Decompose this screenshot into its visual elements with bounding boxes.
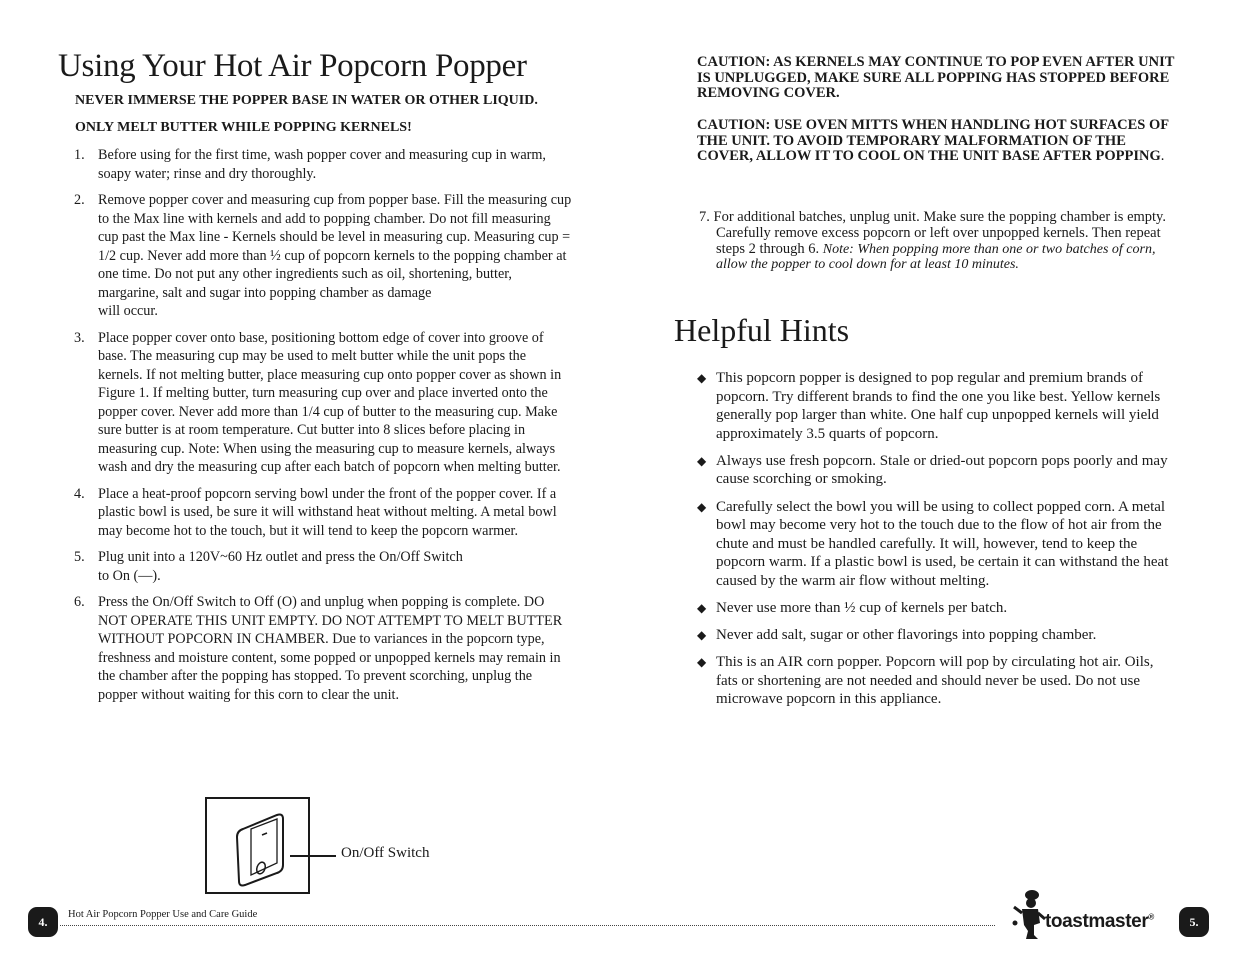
diamond-bullet-icon: ◆ [697, 655, 707, 670]
hint-item [697, 452, 1175, 489]
hint-item [697, 599, 1175, 618]
caution-oven-mitts-text: CAUTION: USE OVEN MITTS WHEN HANDLING HOT SURFACES OF THE UNIT. TO AVOID TEMPORARY MALFORMATION OF THE COVER, ALLOW IT TO COOL ON THE UNIT BASE AFTER POPPING [697, 117, 1169, 165]
diamond-bullet-icon: ◆ [697, 499, 707, 514]
footer-text: Hot Air Popcorn Popper Use and Care Guide [68, 909, 258, 920]
hint-text: This is an AIR corn popper. Popcorn will pop by circulating hot air. Oils, fats or shortening are not needed and should never be used. Do not use microwave popcorn in this appliance. [716, 654, 1154, 708]
rocker-switch-icon [207, 799, 308, 892]
step-number: 7. [699, 209, 710, 225]
step-item [74, 329, 574, 477]
logo-wordmark: toastmaster [1045, 911, 1149, 932]
hint-text: Always use fresh popcorn. Stale or dried-out popcorn pops poorly and may cause scorching or smoking. [716, 452, 1168, 488]
hint-item [697, 653, 1175, 709]
step-item [74, 548, 574, 585]
chef-mascot-icon [1012, 887, 1046, 943]
diamond-bullet-icon: ◆ [697, 453, 707, 468]
hint-text: This popcorn popper is designed to pop regular and premium brands of popcorn. Try different brands to find the one you like best. Yellow kernels generally pop larger than white. One half cup unpopped kernels will yield approximately 3.5 quarts of popcorn. [716, 370, 1161, 442]
warning-immerse: NEVER IMMERSE THE POPPER BASE IN WATER OR OTHER LIQUID. [75, 93, 538, 108]
left-page [0, 0, 617, 954]
step-number: 4. [74, 485, 85, 502]
step-text: Press the On/Off Switch to Off (O) and unplug when popping is complete. DO NOT OPERATE THIS UNIT EMPTY. DO NOT ATTEMPT TO MELT BUTTER WITHOUT POPCORN IN CHAMBER. Due to variances in the popcorn type, freshness and moisture content, some popped or unpopped kernels may remain in the chamber after the popping has stopped. To prevent scorching, unplug the popper without waiting for this corn to clear the unit. [98, 594, 563, 703]
toastmaster-logo [1012, 887, 1182, 943]
hint-text: Never use more than ½ cup of kernels per batch. [716, 600, 1008, 617]
hint-text: Never add salt, sugar or other flavorings into popping chamber. [716, 627, 1097, 644]
step-text: Plug unit into a 120V~60 Hz outlet and press the On/Off Switch [98, 549, 463, 565]
step-item [74, 485, 574, 541]
step-number: 3. [74, 329, 85, 346]
diamond-bullet-icon: ◆ [697, 601, 707, 616]
switch-figure [205, 797, 310, 894]
step-text-continued: to On (—). [98, 567, 161, 584]
caution-popping: CAUTION: AS KERNELS MAY CONTINUE TO POP EVEN AFTER UNIT IS UNPLUGGED, MAKE SURE ALL POPPING HAS STOPPED BEFORE REMOVING COVER. [697, 54, 1175, 102]
registered-mark: ® [1148, 912, 1154, 922]
diamond-bullet-icon: ◆ [697, 371, 707, 385]
step-text: Remove popper cover and measuring cup from popper base. Fill the measuring cup to the Max line with kernels and add to popping chamber. Do not fill measuring cup past the Max line - Kernels should be level in measuring cup. Measuring cup = 1/2 cup. Never add more than ½ cup of popcorn kernels to the popping chamber at one time. Do not put any other ingredients such as oil, shortening, butter, margarine, salt and sugar into popping chamber as damage [98, 192, 572, 301]
step-note: Note: When popping more than one or two batches of corn, allow the popper to cool down for at least 10 minutes. [716, 241, 1156, 273]
page-title: Using Your Hot Air Popcorn Popper [58, 48, 527, 84]
step-text-continued: will occur. [98, 303, 158, 319]
caution-oven-mitts [697, 118, 1177, 165]
switch-label: On/Off Switch [341, 845, 430, 861]
hint-item [697, 369, 1175, 443]
hints-title: Helpful Hints [674, 312, 850, 348]
page-number-right: 5. [1179, 907, 1209, 937]
step-number: 5. [74, 549, 85, 565]
hint-text: Carefully select the bowl you will be using to collect popped corn. A metal bowl may become very hot to the touch due to the flow of hot air from the chute and must be handled carefully. It will, however, tend to keep the popcorn warm. If a plastic bowl is used, be certain it can withstand the heat caused by the warm air flow without melting. [716, 498, 1169, 589]
step-item [74, 191, 574, 321]
caution-tail: . [1160, 148, 1165, 165]
step-number: 2. [74, 192, 85, 208]
page-number-left: 4. [28, 907, 58, 937]
step-item [74, 146, 574, 183]
step-text: Before using for the first time, wash popper cover and measuring cup in warm, soapy water; rinse and dry thoroughly. [98, 147, 546, 182]
step-text: Place popper cover onto base, positioning bottom edge of cover into groove of base. The measuring cup may be used to melt butter while the unit pops the kernels. If not melting butter, place measuring cup onto popper cover as shown in Figure 1. If melting butter, turn measuring cup over and place inverted onto the popper cover. Never add more than 1/4 cup of butter to the measuring cup. Make sure butter is at room temperature. Cut butter into 8 slices before placing in measuring cup. Note: When using the measuring cup to measure kernels, always wash and dry the measuring cup after each batch of popcorn when melting butter. [98, 329, 562, 475]
right-page [617, 0, 1235, 954]
instruction-steps [74, 146, 574, 712]
step-number: 1. [74, 147, 85, 163]
step-number: 6. [74, 594, 85, 610]
warning-butter: ONLY MELT BUTTER WHILE POPPING KERNELS! [75, 120, 412, 135]
hint-item [697, 626, 1175, 645]
step-text: Place a heat-proof popcorn serving bowl under the front of the popper cover. If a plastic bowl is used, be sure it will withstand heat without melting. A metal bowl may become hot to the touch, but it will tend to keep the popcorn warmer. [98, 485, 557, 539]
step-item [74, 593, 574, 704]
hint-item [697, 498, 1175, 591]
hints-list [697, 369, 1175, 718]
diamond-bullet-icon: ◆ [697, 628, 707, 643]
step-7 [699, 210, 1172, 273]
step-text: For additional batches, unplug unit. Make sure the popping chamber is empty. Carefully remove excess popcorn or left over unpopped kernels. Then repeat steps 2 through 6. [713, 209, 1166, 257]
logo-text [1045, 911, 1154, 933]
switch-callout-line [290, 855, 336, 857]
